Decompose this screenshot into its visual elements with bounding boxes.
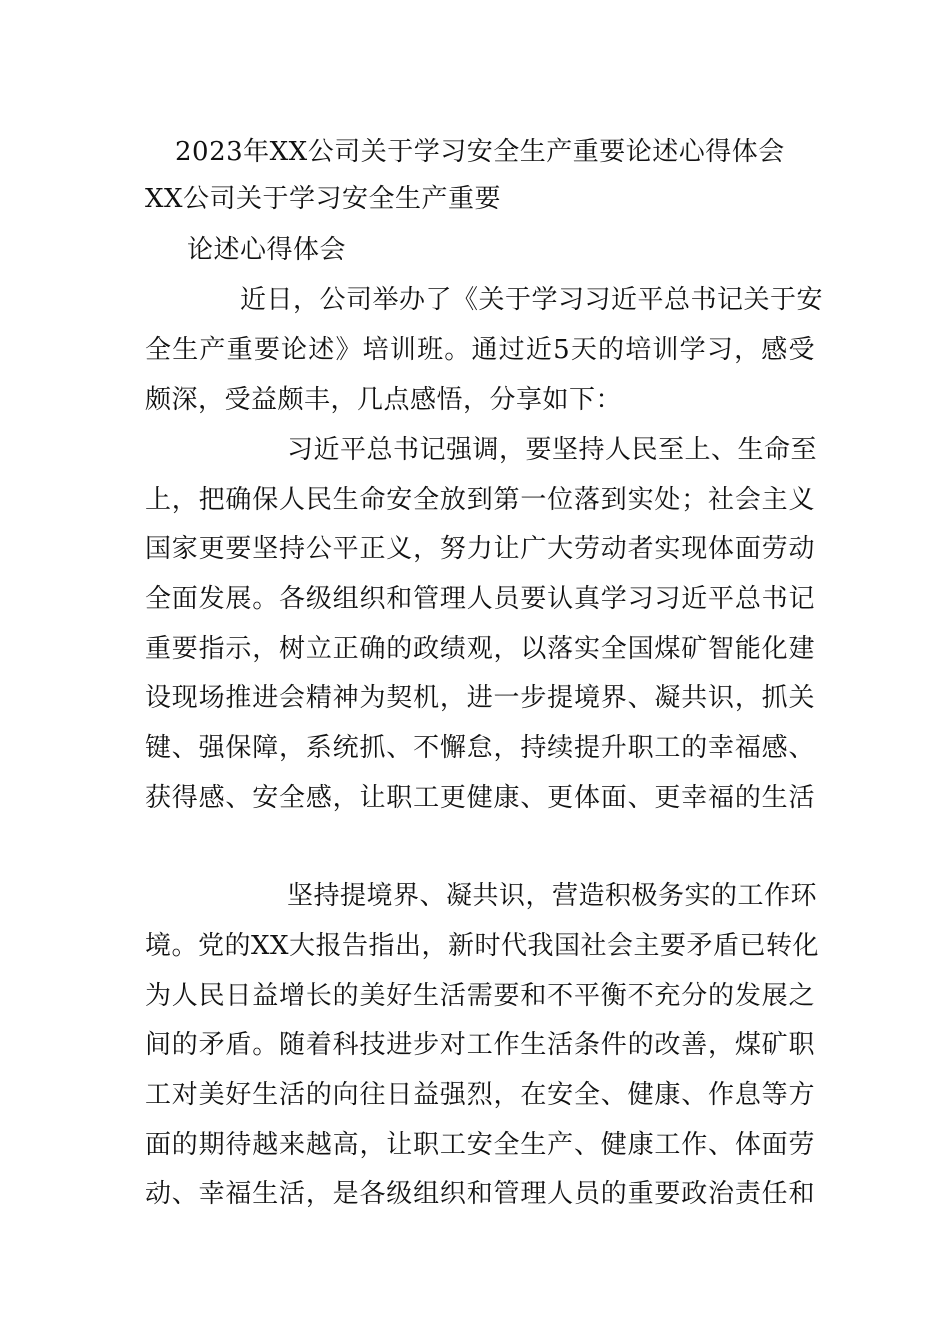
subtitle-line-1: XX公司关于学习安全生产重要	[145, 184, 502, 214]
document-title: 2023年XX公司关于学习安全生产重要论述心得体会	[175, 137, 785, 167]
paragraph-line: 获得感、安全感，让职工更健康、更体面、更幸福的生活	[145, 783, 815, 813]
paragraph-line: 面的期待越来越高，让职工安全生产、健康工作、体面劳	[145, 1130, 815, 1160]
paragraph-line: 设现场推进会精神为契机，进一步提境界、凝共识，抓关	[145, 683, 815, 713]
paragraph-line: 工对美好生活的向往日益强烈，在安全、健康、作息等方	[145, 1080, 815, 1110]
paragraph-line: 动、幸福生活，是各级组织和管理人员的重要政治责任和	[145, 1179, 815, 1209]
paragraph-line: 近日，公司举办了《关于学习习近平总书记关于安	[240, 285, 824, 315]
paragraph-line: 国家更要坚持公平正义，努力让广大劳动者实现体面劳动	[145, 534, 815, 564]
subtitle-line-2: 论述心得体会	[187, 235, 347, 265]
paragraph-line: 键、强保障，系统抓、不懈怠，持续提升职工的幸福感、	[145, 733, 815, 763]
paragraph-line: 颇深，受益颇丰，几点感悟，分享如下：	[145, 385, 623, 415]
paragraph-line: 境。党的XX大报告指出，新时代我国社会主要矛盾已转化	[145, 931, 820, 961]
paragraph-line: 间的矛盾。随着科技进步对工作生活条件的改善，煤矿职	[145, 1030, 815, 1060]
paragraph-line: 坚持提境界、凝共识，营造积极务实的工作环	[287, 881, 818, 911]
paragraph-line: 为人民日益增长的美好生活需要和不平衡不充分的发展之	[145, 981, 815, 1011]
paragraph-line: 重要指示，树立正确的政绩观，以落实全国煤矿智能化建	[145, 634, 815, 664]
paragraph-line: 全面发展。各级组织和管理人员要认真学习习近平总书记	[145, 584, 815, 614]
paragraph-line: 全生产重要论述》培训班。通过近5天的培训学习，感受	[145, 335, 815, 365]
paragraph-line: 上，把确保人民生命安全放到第一位落到实处；社会主义	[145, 485, 815, 515]
paragraph-line: 习近平总书记强调，要坚持人民至上、生命至	[287, 435, 818, 465]
